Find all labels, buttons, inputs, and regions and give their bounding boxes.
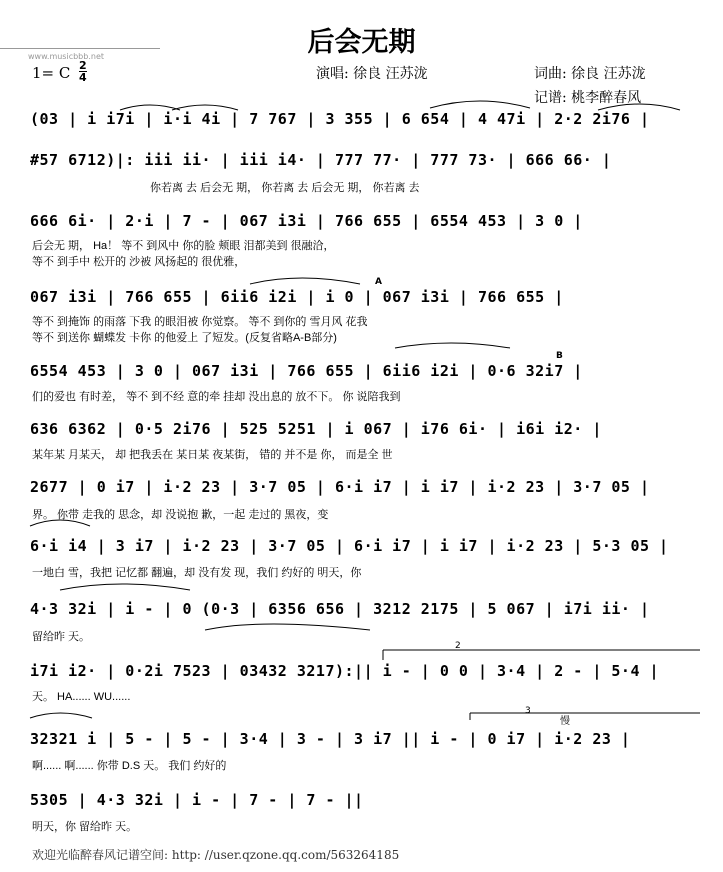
- score-line-3: 666 6i· | 2·i | 7 - | 067 i3i | 766 655 | 6554 453 | 3 0 |: [30, 212, 583, 230]
- lyrics-line-4a: 等不 到掩饰 的雨落 下我 的眼泪被 你觉察。 等不 到你的 雪月风 花我: [32, 316, 368, 328]
- lyrics-line-12: 明天，你 留给昨 天。: [32, 821, 138, 833]
- score-line-9: 4·3 32i | i - | 0 (0·3 | 6356 656 | 3212 2175 | 5 067 | i7i ii· |: [30, 600, 650, 618]
- score-line-1: (03 | i i7i | i·i 4i | 7 767 | 3 355 | 6 654 | 4 47i | 2·2 2i76 |: [30, 110, 650, 128]
- lyrics-line-4b: 等不 到送你 蝴蝶发 卡你 的他爱上 了短发。(反复省略A-B部分): [32, 332, 337, 344]
- lyrics-line-11: 啊...... 啊...... 你带 D.S 天。 我们 约好的: [32, 760, 227, 772]
- score-line-6: 636 6362 | 0·5 2i76 | 525 5251 | i 067 | i76 6i· | i6i i2· |: [30, 420, 602, 438]
- volta-2-number: 2: [455, 641, 461, 651]
- time-signature-bottom: 4: [79, 71, 87, 84]
- score-line-2: #57 6712)|: iii ii· | iii i4· | 777 77· | 777 73· | 666 66· |: [30, 151, 612, 169]
- lyrics-line-2: 你若离 去 后会无 期， 你若离 去 后会无 期， 你若离 去: [150, 182, 420, 194]
- lyrics-line-3a: 后会无 期， Ha！ 等不 到风中 你的脸 颊眼 泪都美到 很融洽，: [32, 240, 335, 252]
- time-signature-top: 2: [79, 59, 87, 72]
- key-signature: 1= C: [32, 64, 71, 82]
- score-line-8: 6·i i4 | 3 i7 | i·2 23 | 3·7 05 | 6·i i7 | i i7 | i·2 23 | 5·3 05 |: [30, 537, 669, 555]
- lyrics-line-6: 某年某 月某天， 却 把我丢在 某日某 夜某街， 错的 并不是 你， 而是全 世: [32, 449, 393, 461]
- transcriber-credit: 记谱: 桃李醉春风: [534, 90, 642, 106]
- triplet-number: 3: [525, 706, 531, 716]
- score-line-7: 2677 | 0 i7 | i·2 23 | 3·7 05 | 6·i i7 | i i7 | i·2 23 | 3·7 05 |: [30, 478, 650, 496]
- watermark: www.musicbbb.net: [28, 52, 104, 61]
- lyrics-line-10: 天。 HA...... WU......: [32, 691, 131, 703]
- score-line-5: 6554 453 | 3 0 | 067 i3i | 766 655 | 6ii6 i2i | 0·6 32i7 |: [30, 362, 583, 380]
- lyrics-line-3b: 等不 到手中 松开的 沙被 风扬起的 很优雅，: [32, 256, 246, 268]
- score-line-4: 067 i3i | 766 655 | 6ii6 i2i | i 0 | 067 i3i | 766 655 |: [30, 288, 564, 306]
- composer-credit: 词曲: 徐良 汪苏泷: [534, 66, 646, 82]
- segno-a-marker: A: [375, 277, 382, 287]
- segno-b-marker: B: [556, 351, 563, 361]
- lyrics-line-5: 们的爱也 有时差， 等不 到不经 意的牵 挂却 没出息的 放不下。 你 说陪我到: [32, 391, 401, 403]
- score-line-10: i7i i2· | 0·2i 7523 | 03432 3217):|| i - | 0 0 | 3·4 | 2 - | 5·4 |: [30, 662, 660, 680]
- score-line-12: 5305 | 4·3 32i | i - | 7 - | 7 - ||: [30, 791, 364, 809]
- lyrics-line-7: 界。 你带 走我的 思念，却 没说抱 歉，一起 走过的 黑夜，变: [32, 509, 329, 521]
- singer-credit: 演唱: 徐良 汪苏泷: [316, 66, 428, 82]
- lyrics-line-9: 留给昨 天。: [32, 631, 91, 643]
- score-line-11: 32321 i | 5 - | 5 - | 3·4 | 3 - | 3 i7 || i - | 0 i7 | i·2 23 |: [30, 730, 631, 748]
- tempo-slow-marker: 慢: [560, 716, 570, 727]
- footer-credit: 欢迎光临醉春风记谱空间: http: //user.qzone.qq.com/563264185: [32, 848, 400, 862]
- song-title: 后会无期: [307, 27, 416, 58]
- lyrics-line-8: 一地白 雪，我把 记忆都 翻遍，却 没有发 现，我们 约好的 明天，你: [32, 567, 362, 579]
